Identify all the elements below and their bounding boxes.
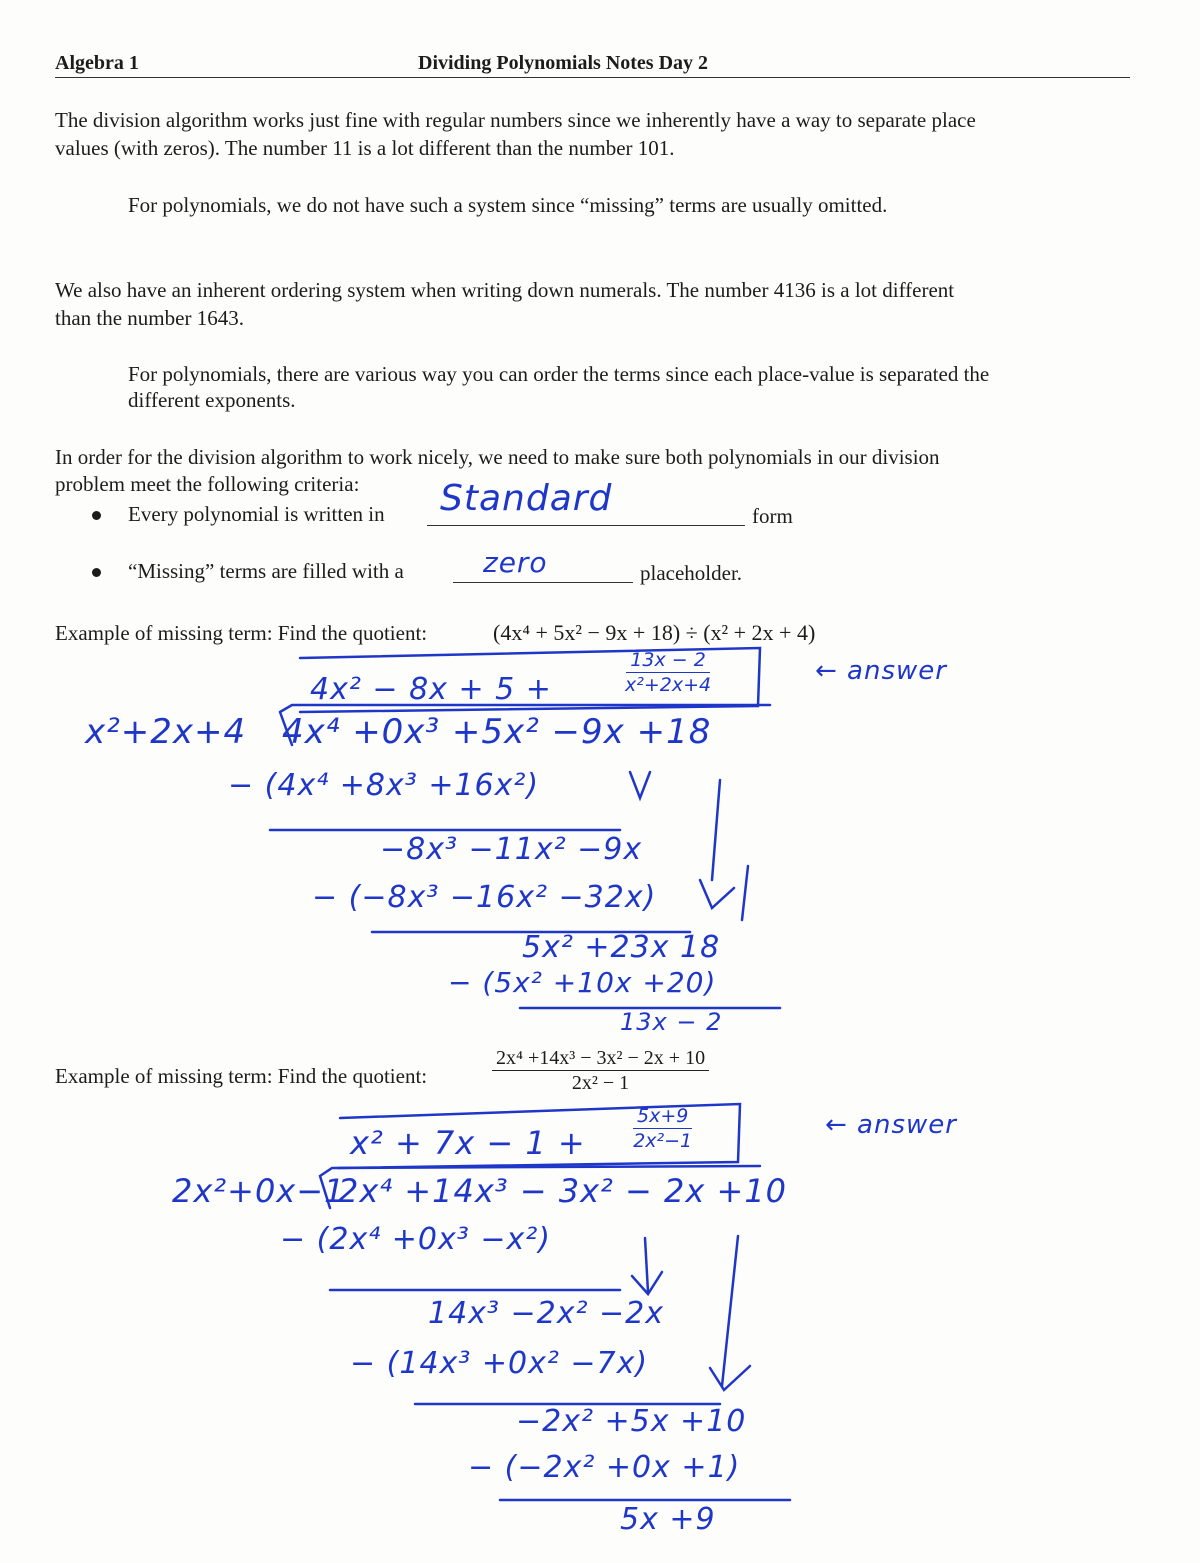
fraction-denominator: x²+2x+4 — [625, 674, 712, 696]
example-2-division-bracket — [320, 1166, 760, 1208]
example-1-prompt: Example of missing term: Find the quotient: — [55, 621, 428, 645]
paragraph-1-line-2: values (with zeros). The number 11 is a lot different than the number 101. — [55, 136, 675, 160]
example-2-step-5: − (−2x² +0x +1) — [468, 1450, 741, 1485]
course-label: Algebra 1 — [55, 52, 139, 74]
example-1-step-2: −8x³ −11x² −9x — [380, 832, 643, 867]
criteria-1-suffix: form — [752, 504, 793, 528]
example-1-step-1: − (4x⁴ +8x³ +16x²) — [228, 768, 540, 803]
paragraph-4-line-2: different exponents. — [128, 388, 296, 412]
example-2-step-1: − (2x⁴ +0x³ −x²) — [280, 1222, 551, 1257]
example-1-divisor: x²+2x+4 — [85, 712, 247, 752]
example-2-dividend: 2x⁴ +14x³ − 3x² − 2x +10 — [338, 1172, 788, 1210]
paragraph-5-line-2: problem meet the following criteria: — [55, 472, 360, 496]
example-2-step-3: − (14x³ +0x² −7x) — [350, 1346, 649, 1381]
example-1-dividend: 4x⁴ +0x³ +5x² −9x +18 — [282, 712, 712, 752]
example-2-remainder: 5x +9 — [620, 1502, 716, 1537]
example-1-expression: (4x⁴ + 5x² − 9x + 18) ÷ (x² + 2x + 4) — [493, 620, 816, 645]
paragraph-1-line-1: The division algorithm works just fine with regular numbers since we inherently have a way to separate place — [55, 108, 976, 132]
paragraph-3-line-2: than the number 1643. — [55, 306, 244, 330]
example-1-step-3: − (−8x³ −16x² −32x) — [312, 880, 657, 915]
fraction-denominator: 2x²−1 — [633, 1130, 693, 1152]
example-1-answer-note: ← answer — [815, 656, 947, 686]
example-1-step-5: − (5x² +10x +20) — [448, 966, 717, 999]
fraction-numerator: 5x+9 — [633, 1104, 692, 1129]
criteria-2-suffix: placeholder. — [640, 561, 743, 585]
example-1-quotient: 4x² − 8x + 5 + — [310, 672, 552, 707]
paragraph-3-line-1: We also have an inherent ordering system when writing down numerals. The number 4136 is a lot different — [55, 278, 955, 302]
paragraph-4-line-1: For polynomials, there are various way you can order the terms since each place-value is separated the — [128, 362, 990, 386]
example-1-answer-box — [300, 648, 760, 712]
example-2-step-4: −2x² +5x +10 — [516, 1404, 747, 1439]
paragraph-2: For polynomials, we do not have such a system since “missing” terms are usually omitted. — [128, 193, 888, 217]
criteria-1-answer: Standard — [440, 478, 613, 519]
example-2-divisor: 2x²+0x−1 — [172, 1172, 346, 1210]
criteria-2-answer: zero — [483, 546, 548, 579]
example-2-answer-note: ← answer — [825, 1110, 957, 1140]
example-1-step-4: 5x² +23x 18 — [522, 930, 721, 965]
page-title: Dividing Polynomials Notes Day 2 — [418, 52, 709, 74]
fraction-numerator: 13x − 2 — [626, 648, 710, 673]
criteria-1-prefix: Every polynomial is written in — [128, 502, 385, 526]
fraction-numerator: 2x⁴ +14x³ − 3x² − 2x + 10 — [492, 1046, 709, 1071]
example-2-quotient: x² + 7x − 1 + — [350, 1124, 586, 1162]
criteria-2-prefix: “Missing” terms are filled with a — [128, 559, 404, 583]
example-1-remainder: 13x − 2 — [620, 1008, 723, 1036]
fraction-denominator: 2x² − 1 — [571, 1072, 630, 1094]
example-2-step-2: 14x³ −2x² −2x — [428, 1296, 665, 1331]
example-2-answer-box — [338, 1104, 740, 1168]
paragraph-5-line-1: In order for the division algorithm to work nicely, we need to make sure both polynomials in our division — [55, 445, 940, 469]
example-2-prompt: Example of missing term: Find the quotient: — [55, 1064, 428, 1088]
